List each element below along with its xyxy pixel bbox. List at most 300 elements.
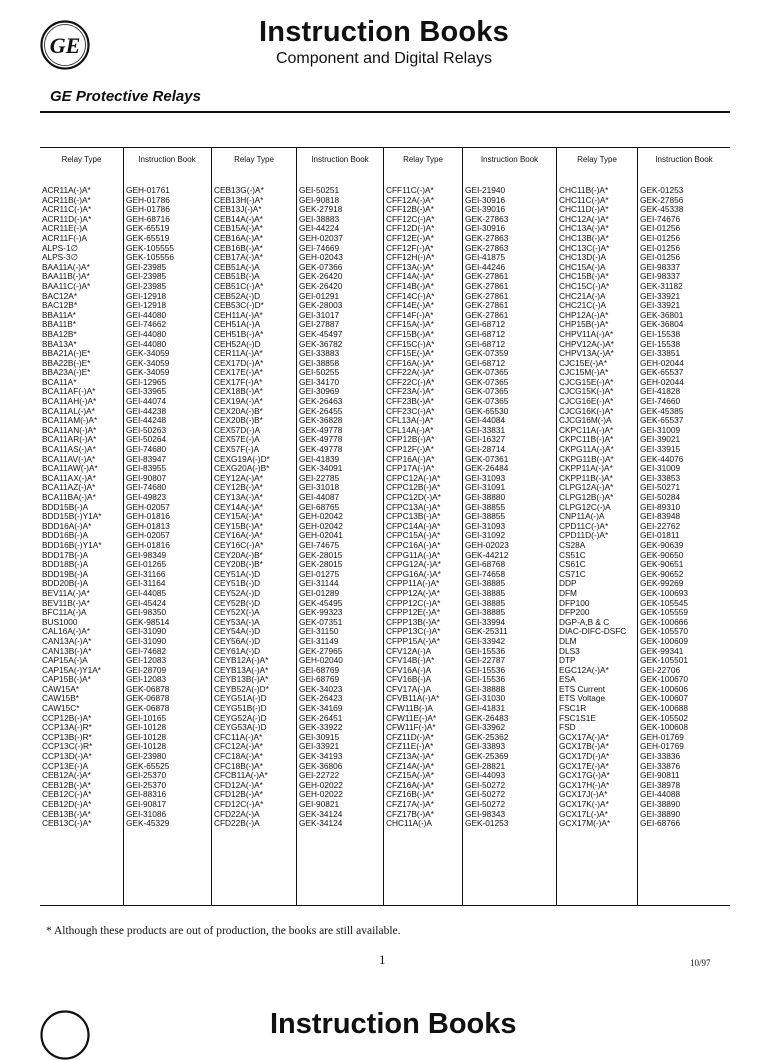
table-cell: GEI-83947 — [126, 454, 167, 464]
table-cell: CEX20A(-)B* — [214, 406, 263, 416]
table-cell: CCP13B(-)R* — [42, 732, 92, 742]
table-cell: GEH-02022 — [299, 780, 343, 790]
instruction-book-header: Instruction Book — [138, 155, 196, 164]
table-group-1 — [40, 148, 211, 905]
table-cell: BCA11AM(-)A* — [42, 416, 98, 426]
table-cell: GEI-15536 — [465, 665, 506, 675]
table-cell: GEI-30916 — [465, 224, 506, 234]
table-cell: GEI-01256 — [640, 243, 681, 253]
table-cell: GEI-33921 — [640, 291, 681, 301]
table-cell: GEK-100688 — [640, 704, 688, 714]
table-cell: CFF15E(-)A* — [386, 349, 434, 359]
table-cell: GEK-100608 — [640, 723, 688, 733]
table-cell: BCA11AN(-)A* — [42, 425, 97, 435]
table-cell: CFF23C(-)A* — [386, 406, 435, 416]
table-cell: DLM — [559, 636, 577, 646]
table-cell: CFPP11A(-)A* — [386, 579, 440, 589]
table-cell: CEY13A(-)A* — [214, 493, 263, 502]
table-cell: GEI-01256 — [640, 233, 681, 243]
table-cell: CKPG11A(-)A* — [559, 445, 614, 455]
table-cell: CFPG16A(-)A* — [386, 569, 441, 579]
table-cell: GEK-99341 — [640, 646, 684, 656]
table-cell: GEK-27861 — [465, 291, 509, 301]
table-cell: GEK-26463 — [299, 397, 343, 407]
relay-type-list — [40, 186, 123, 829]
table-cell: CEY61A(-)D — [214, 646, 261, 656]
table-cell: CKPC11A(-)A* — [559, 425, 614, 435]
table-cell: BCA11AV(-)A* — [42, 454, 96, 464]
table-cell: GEI-44088 — [640, 790, 681, 800]
table-cell: CEB12B(-)A* — [42, 780, 91, 790]
table-cell: GEI-50284 — [640, 493, 681, 502]
table-cell: CEX19A(-)A* — [214, 397, 263, 407]
table-cell: GEI-16327 — [465, 435, 506, 445]
table-cell: ACR11F(-)A — [42, 233, 88, 243]
table-cell: CEB16B(-)A* — [214, 243, 263, 253]
table-cell: GEI-31090 — [126, 627, 167, 637]
table-cell: GEI-74675 — [299, 540, 340, 550]
table-cell: GEI-44087 — [299, 493, 340, 502]
table-cell: CCP13E(-)A — [42, 761, 89, 771]
table-cell: CS51C — [559, 550, 586, 560]
table-group-4 — [556, 148, 731, 905]
table-cell: GEK-45495 — [299, 598, 343, 608]
table-cell: CFZ11D(-)A* — [386, 732, 434, 742]
table-cell: GEI-68766 — [640, 819, 681, 829]
table-cell: CFF14C(-)A* — [386, 291, 435, 301]
table-cell: GEI-31166 — [126, 569, 166, 579]
table-cell: GEI-38888 — [465, 684, 506, 694]
table-cell: GEI-50263 — [126, 425, 167, 435]
table-cell: GEK-45329 — [126, 819, 170, 829]
header-rule — [40, 111, 730, 113]
table-cell: GEK-100609 — [640, 636, 688, 646]
table-cell: GEI-31144 — [299, 579, 339, 589]
table-cell: CFZ17A(-)A* — [386, 800, 434, 809]
table-cell: GEI-28709 — [126, 665, 167, 675]
table-cell: GEI-33851 — [640, 349, 681, 359]
table-cell: CHC21C(-)A — [559, 301, 607, 311]
table-cell: GEI-74682 — [126, 646, 167, 656]
table-cell: GEI-45424 — [126, 598, 167, 608]
table-cell: GEK-27863 — [465, 243, 509, 253]
table-cell: GEI-31009 — [640, 464, 681, 474]
table-cell: ACR11B(-)A* — [42, 195, 91, 205]
table-cell: CKPC11B(-)A* — [559, 435, 614, 445]
table-cell: GEI-41839 — [299, 454, 340, 464]
table-cell: GEH-02040 — [299, 656, 343, 666]
table-cell: GCX17J(-)A* — [559, 790, 608, 800]
table-cell: GEI-68769 — [299, 675, 340, 685]
table-cell: CFW11E(-)A* — [386, 713, 437, 723]
table-cell: GEI-68765 — [299, 502, 340, 512]
table-cell: CFF15A(-)A* — [386, 320, 434, 330]
table-cell: GEI-33942 — [465, 636, 506, 646]
table-cell: CFF22C(-)A* — [386, 377, 435, 387]
table-cell: DFP100 — [559, 598, 590, 608]
table-cell: GEI-74680 — [126, 483, 167, 493]
table-cell: CHC11C(-)A* — [559, 195, 609, 205]
table-cell: GEI-15536 — [465, 646, 506, 656]
table-cell: GEK-49778 — [299, 425, 343, 435]
table-cell: GEI-01275 — [299, 569, 340, 579]
table-cell: CFD22A(-)A — [214, 809, 260, 819]
table-cell: GEI-74680 — [126, 445, 167, 455]
table-cell: CEB52A(-)D — [214, 291, 261, 301]
table-cell: BBA11B* — [42, 320, 76, 330]
table-cell: CFPP12E(-)A* — [386, 608, 440, 618]
table-cell: GEI-34170 — [299, 377, 340, 387]
table-cell: ACR11C(-)A* — [42, 205, 92, 215]
table-cell: CFPC15A(-)A* — [386, 531, 441, 541]
table-cell: CEY52X(-)A — [214, 608, 260, 618]
table-cell: GEI-38855 — [465, 502, 506, 512]
table-cell: GEK-44076 — [640, 454, 684, 464]
table-cell: CEX57E(-)A — [214, 435, 260, 445]
table-cell: GEI-50251 — [299, 186, 340, 195]
table-cell: CHC12A(-)A* — [559, 214, 609, 224]
table-cell: GEI-31030 — [465, 694, 506, 704]
table-cell: GEI-98337 — [640, 272, 681, 282]
table-cell: CFW11B(-)A — [386, 704, 433, 714]
table-cell: GCX17K(-)A* — [559, 800, 609, 809]
table-cell: BDD15B(-)Y1A* — [42, 512, 102, 522]
table-cell: GCX17A(-)A* — [559, 732, 609, 742]
table-cell: CHC21A(-)A — [559, 291, 606, 301]
table-cell: GEK-100666 — [640, 617, 688, 627]
table-cell: CFF12A(-)A* — [386, 195, 434, 205]
table-cell: ETS Current — [559, 684, 606, 694]
table-cell: GEK-36806 — [299, 761, 343, 771]
table-cell: GEK-65530 — [465, 406, 509, 416]
table-cell: GEI-38880 — [465, 493, 506, 502]
table-cell: GEI-30916 — [465, 195, 506, 205]
table-cell: CCP13C(-)R* — [42, 742, 93, 752]
table-cell: GEI-10128 — [126, 732, 167, 742]
table-cell: CHPV13A(-)A* — [559, 349, 614, 359]
table-cell: CEY51A(-)D — [214, 569, 261, 579]
table-cell: CEYG53A(-)D — [214, 723, 267, 733]
table-cell: GEI-15538 — [640, 339, 681, 349]
table-cell: GEI-39021 — [640, 435, 681, 445]
table-cell: CFV16A(-)A — [386, 665, 432, 675]
table-cell: CHPV11A(-)A* — [559, 329, 614, 339]
table-cell: GEI-44074 — [126, 397, 167, 407]
table-cell: GEH-01769 — [640, 742, 684, 752]
table-cell: GEI-44238 — [126, 406, 167, 416]
table-cell: GEK-100607 — [640, 694, 688, 704]
table-cell: CS28A — [559, 540, 586, 550]
table-cell: GEI-31149 — [299, 636, 339, 646]
table-cell: BCA11BA(-)A* — [42, 493, 96, 502]
table-cell: CEB13J(-)A* — [214, 205, 262, 215]
table-cell: GEI-28821 — [465, 761, 506, 771]
table-cell: CPD11D(-)A* — [559, 531, 609, 541]
table-cell: CFPC13B(-)A* — [386, 512, 441, 522]
table-cell: CER11A(-)A* — [214, 349, 263, 359]
table-cell: DLS3 — [559, 646, 580, 656]
table-cell: CFF13A(-)A* — [386, 262, 434, 272]
table-cell: GEH-01786 — [126, 205, 170, 215]
table-cell: CFD22B(-)A — [214, 819, 260, 829]
table-cell: GEH-02041 — [299, 531, 343, 541]
table-cell: GEK-34124 — [299, 809, 343, 819]
table-cell: GEK-28015 — [299, 560, 343, 570]
table-cell: CFV14B(-)A* — [386, 656, 435, 666]
table-cell: CEB12A(-)A* — [42, 771, 91, 781]
table-cell: GEK-105556 — [126, 253, 174, 263]
table-cell: CPD11C(-)A* — [559, 521, 609, 531]
table-cell: CEX17D(-)A* — [214, 358, 264, 368]
table-cell: CS61C — [559, 560, 586, 570]
table-cell: GEI-90807 — [126, 473, 167, 483]
table-cell: GCX17M(-)A* — [559, 819, 611, 829]
table-cell: GEI-83955 — [126, 464, 167, 474]
table-cell: DDP — [559, 579, 577, 589]
table-cell: BBA11A* — [42, 310, 76, 320]
table-cell: BCA11AX(-)A* — [42, 473, 96, 483]
table-cell: GEK-34023 — [299, 684, 343, 694]
table-cell: GEK-06878 — [126, 684, 170, 694]
table-cell: FSC1R — [559, 704, 587, 714]
table-cell: BBA21A(-)E* — [42, 349, 91, 359]
table-cell: GEH-01769 — [640, 732, 684, 742]
table-cell: GEI-38883 — [299, 214, 340, 224]
table-cell: CCP13D(-)A* — [42, 752, 92, 762]
table-cell: GEK-36804 — [640, 320, 684, 330]
table-cell: GEI-01256 — [640, 253, 681, 263]
table-cell: GEI-12918 — [126, 301, 167, 311]
table-cell: CLPG12A(-)A* — [559, 483, 614, 493]
table-group-3 — [383, 148, 557, 905]
table-cell: GEI-98350 — [126, 608, 167, 618]
table-cell: CFP17A(-)A* — [386, 464, 435, 474]
table-cell: CS71C — [559, 569, 586, 579]
table-cell: CFPC14A(-)A* — [386, 521, 441, 531]
table-cell: CFV17A(-)A — [386, 684, 432, 694]
table-cell: GEK-100670 — [640, 675, 688, 685]
table-cell: GEK-06878 — [126, 694, 170, 704]
table-cell: CFPC12A(-)A* — [386, 473, 441, 483]
table-cell: GEK-65525 — [126, 761, 170, 771]
table-cell: BDD16B(-)Y1A* — [42, 540, 102, 550]
table-cell: CFZ16B(-)A* — [386, 790, 434, 800]
table-cell: GEI-44080 — [126, 310, 167, 320]
table-cell: GEI-33915 — [640, 445, 681, 455]
table-cell: GCX17G(-)A* — [559, 771, 610, 781]
table-cell: GEH-01786 — [126, 195, 170, 205]
table-cell: DIAC-DIFC-DSFC — [559, 627, 627, 637]
table-cell: GEI-30915 — [299, 732, 340, 742]
table-cell: GEK-65519 — [126, 224, 170, 234]
table-cell: CFPG12A(-)A* — [386, 560, 441, 570]
table-cell: GEI-23985 — [126, 262, 167, 272]
ge-logo-icon — [40, 1010, 90, 1060]
table-cell: GEK-45385 — [640, 406, 684, 416]
table-cell: GEI-23980 — [126, 752, 167, 762]
table-cell: GEK-49778 — [299, 445, 343, 455]
table-cell: GEI-01811 — [640, 531, 680, 541]
table-cell: GEH-02042 — [299, 521, 343, 531]
table-cell: CFF15C(-)A* — [386, 339, 435, 349]
table-cell: BCA11AR(-)A* — [42, 435, 97, 445]
table-cell: GEH-02044 — [640, 358, 684, 368]
table-cell: BCA11AH(-)A* — [42, 397, 97, 407]
table-cell: BDD20B(-)A — [42, 579, 89, 589]
table-cell: GEI-22706 — [640, 665, 681, 675]
table-cell: GEI-33883 — [299, 349, 340, 359]
relay-type-list — [557, 186, 637, 829]
table-cell: GEI-49823 — [126, 493, 167, 502]
table-cell: CCP13A(-)R* — [42, 723, 92, 733]
table-cell: CEY53A(-)A — [214, 617, 260, 627]
table-cell: GEI-88316 — [126, 790, 167, 800]
table-cell: CEXG20A(-)B* — [214, 464, 270, 474]
table-cell: CFW11F(-)A* — [386, 723, 436, 733]
table-cell: CFZ11E(-)A* — [386, 742, 434, 752]
table-cell: GEI-44093 — [465, 771, 506, 781]
table-cell: CFL13A(-)A* — [386, 416, 434, 426]
table-cell: BCA11AZ(-)A* — [42, 483, 96, 493]
table-cell: GEI-90821 — [299, 800, 340, 809]
table-cell: CHC13C(-)A* — [559, 243, 610, 253]
relay-type-header: Relay Type — [403, 155, 443, 164]
table-cell: GEK-31182 — [640, 281, 683, 291]
table-cell: CFPG11A(-)A* — [386, 550, 441, 560]
table-cell: GEI-41828 — [640, 387, 681, 397]
instruction-book-column — [463, 148, 556, 905]
table-cell: CJCG16E(-)A* — [559, 397, 614, 407]
table-cell: GEI-68712 — [465, 358, 506, 368]
table-cell: GEK-07359 — [465, 349, 509, 359]
table-cell: GEI-41831 — [465, 704, 506, 714]
table-cell: GEK-26420 — [299, 281, 343, 291]
table-cell: GEI-33962 — [465, 723, 506, 733]
footnote: * Although these products are out of production, the books are still available. — [46, 925, 401, 937]
table-cell: GEK-27861 — [465, 272, 509, 282]
table-cell: CFC12A(-)A* — [214, 742, 263, 752]
table-cell: CCP12B(-)A* — [42, 713, 92, 723]
table-cell: GEI-33921 — [640, 301, 681, 311]
table-cell: CEY14A(-)A* — [214, 502, 263, 512]
table-cell: EGC12A(-)A* — [559, 665, 609, 675]
table-cell: GEK-65519 — [126, 233, 170, 243]
table-cell: CNP11A(-)A — [559, 512, 605, 522]
table-cell: GEK-26423 — [299, 694, 343, 704]
table-cell: CHC15A(-)A — [559, 262, 606, 272]
table-cell: CEX20B(-)B* — [214, 416, 263, 426]
table-group-2 — [211, 148, 384, 905]
table-cell: GEI-89310 — [640, 502, 681, 512]
table-cell: GEK-90639 — [640, 540, 684, 550]
table-cell: CEYG52A(-)D — [214, 713, 267, 723]
table-cell: CFP12B(-)A* — [386, 435, 435, 445]
table-cell: GEI-74658 — [465, 569, 506, 579]
table-cell: CAP15B(-)A* — [42, 675, 91, 685]
table-cell: GEI-12083 — [126, 656, 167, 666]
table-cell: CEYG51A(-)D — [214, 694, 267, 704]
table-cell: GEI-98343 — [465, 809, 506, 819]
table-cell: GEK-105501 — [640, 656, 688, 666]
table-cell: GEI-12918 — [126, 291, 167, 301]
table-cell: GEK-105559 — [640, 608, 688, 618]
table-cell: GEH-02022 — [299, 790, 343, 800]
table-cell: GEH-02057 — [126, 502, 170, 512]
table-cell: BEV11A(-)A* — [42, 588, 90, 598]
table-cell: GEK-34193 — [299, 752, 343, 762]
table-cell: CFZ13A(-)A* — [386, 752, 434, 762]
table-cell: DTP — [559, 656, 576, 666]
table-cell: BDD16A(-)A* — [42, 521, 92, 531]
table-cell: CKPG11B(-)A* — [559, 454, 614, 464]
table-cell: GEK-07361 — [465, 454, 509, 464]
table-cell: GEK-06878 — [126, 704, 170, 714]
table-cell: CEB51C(-)A* — [214, 281, 264, 291]
table-cell: CFP16A(-)A* — [386, 454, 435, 464]
table-cell: GEI-15538 — [640, 329, 681, 339]
table-cell: GEI-31009 — [640, 425, 681, 435]
table-cell: CFPC12B(-)A* — [386, 483, 441, 493]
table-cell: GEK-45497 — [299, 329, 343, 339]
table-cell: GEI-39016 — [465, 205, 506, 215]
table-cell: GEI-27887 — [299, 320, 340, 330]
table-cell: GEI-31017 — [299, 310, 340, 320]
table-cell: GEH-02042 — [299, 512, 343, 522]
table-cell: CHC11A(-)A — [386, 819, 432, 829]
table-cell: BCA11A* — [42, 377, 77, 387]
relay-table — [40, 147, 730, 906]
table-cell: GEK-26420 — [299, 272, 343, 282]
table-cell: CEYG51B(-)D — [214, 704, 267, 714]
table-cell: BBA22B(-)E* — [42, 358, 91, 368]
table-cell: GEI-33836 — [640, 752, 681, 762]
table-cell: GEI-22785 — [299, 473, 340, 483]
relay-type-list — [212, 186, 296, 829]
table-cell: GEH-01761 — [126, 186, 170, 195]
table-cell: GEI-50255 — [299, 368, 340, 378]
table-cell: ACR11E(-)A — [42, 224, 88, 234]
table-cell: GEI-98337 — [640, 262, 681, 272]
table-cell: CFF12B(-)A* — [386, 205, 434, 215]
table-cell: CJCG15E(-)A* — [559, 377, 614, 387]
table-cell: GEI-50272 — [465, 780, 506, 790]
table-cell: GEI-50272 — [465, 790, 506, 800]
table-cell: GEK-07365 — [465, 397, 509, 407]
table-cell: CAN13A(-)A* — [42, 636, 92, 646]
table-cell: BBA12B* — [42, 329, 77, 339]
table-cell: ALPS-1∅ — [42, 243, 78, 253]
table-cell: CFF23A(-)A* — [386, 387, 434, 397]
table-cell: GEI-33893 — [465, 742, 506, 752]
page-title: Instruction Books — [259, 16, 509, 48]
table-cell: GEI-28714 — [465, 445, 506, 455]
table-cell: CHC13B(-)A* — [559, 233, 609, 243]
table-cell: CFPC16A(-)A* — [386, 540, 441, 550]
table-cell: GEK-25311 — [465, 627, 508, 637]
table-cell: GEK-105570 — [640, 627, 688, 637]
table-cell: CEH11A(-)A* — [214, 310, 263, 320]
table-cell: ETS Voltage — [559, 694, 606, 704]
instruction-book-column — [124, 148, 210, 905]
table-cell: GEI-01265 — [126, 560, 167, 570]
relay-type-column — [212, 148, 297, 905]
table-cell: CJC15M(-)A* — [559, 368, 609, 378]
table-cell: CAP15A(-)A — [42, 656, 88, 666]
table-cell: CJC15E(-)A* — [559, 358, 607, 368]
table-cell: CEB51A(-)A — [214, 262, 260, 272]
table-cell: GEK-01253 — [465, 819, 509, 829]
table-cell: CFF16A(-)A* — [386, 358, 434, 368]
